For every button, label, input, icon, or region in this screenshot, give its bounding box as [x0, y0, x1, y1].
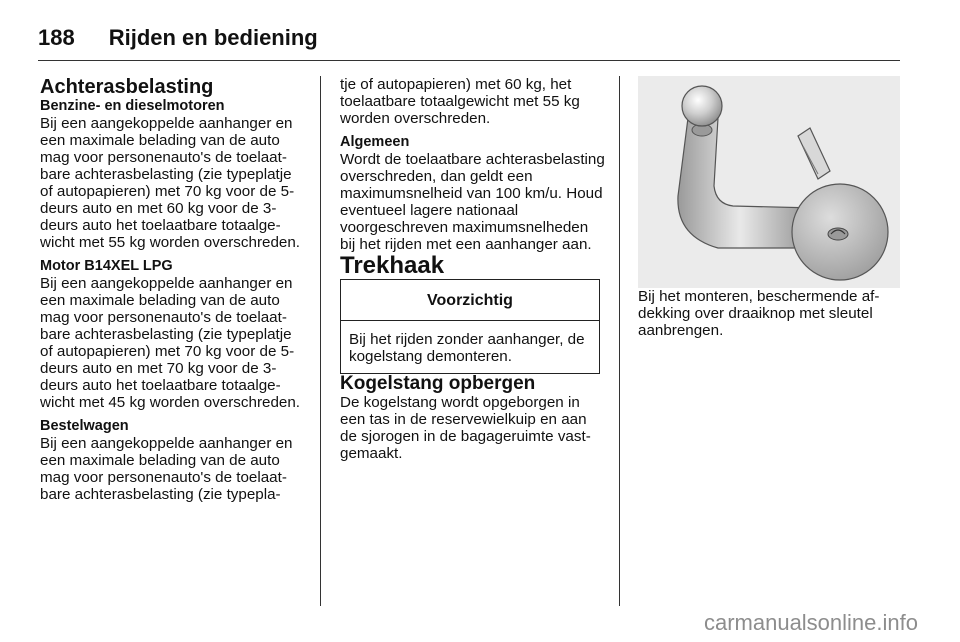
paragraph-store-towbar: De kogelstang wordt opgeborgen in een tas in de reservewielkuip en aan de sjorogen in de bagageruimte vastgemaakt. [340, 394, 591, 462]
heading-towbar: Trekhaak [340, 252, 445, 279]
towbar-illustration [638, 76, 900, 288]
paragraph-petrol-diesel: Bij een aangekoppelde aanhanger en een maximale belading van de auto mag voor personenauto's de toelaatbare achterasbelasting (zie typeplatje of autopapieren) met 70 kg voor de 5-deurs auto en met 60 kg voor de 3-deurs auto het toelaatbare totaalgewicht met 55 kg worden overschreden. [40, 115, 301, 251]
caution-text: Bij het rijden zonder aanhanger, de kogelstang demonteren. [349, 331, 585, 365]
paragraph-lpg: Bij een aangekoppelde aanhanger en een maximale belading van de auto mag voor personenauto's de toelaatbare achterasbelasting (zie typeplatje of autopapieren) met 70 kg voor de 5-deurs auto en met 70 kg voor de 3-deurs auto het toelaatbare totaalgewicht met 45 kg worden overschreden. [40, 275, 301, 411]
subheading-lpg: Motor B14XEL LPG [40, 258, 173, 274]
heading-store-towbar: Kogelstang opbergen [340, 373, 536, 394]
page-header [38, 18, 900, 58]
column-1 [40, 76, 305, 503]
section-title: Achterasbelasting [40, 76, 214, 98]
subheading-general: Algemeen [340, 134, 410, 150]
paragraph-general: Wordt de toelaatbare achterasbelasting overschreden, dan geldt een maximumsnelheid van 100 km/u. Houd eventueel lagere nationaal voorgeschreven maximumsnelheden bij het rijden met een aanhanger aan. [340, 151, 605, 253]
column-divider-2 [619, 76, 620, 606]
column-3 [638, 76, 902, 339]
chapter-title: Rijden en bediening [108, 25, 318, 50]
paragraph-van: Bij een aangekoppelde aanhanger en een maximale belading van de auto mag voor personenauto's de toelaatbare achterasbelasting (zie typepla- [40, 435, 293, 503]
watermark: carmanualsonline.info [703, 610, 918, 635]
column-divider-1 [320, 76, 321, 606]
page-number: 188 [38, 25, 75, 50]
caution-box [340, 279, 600, 374]
paragraph-continued: tje of autopapieren) met 60 kg, het toelaatbare totaalgewicht met 55 kg worden overschreden. [340, 76, 580, 127]
subheading-van: Bestelwagen [40, 418, 129, 434]
header-divider [38, 60, 900, 61]
column-2 [340, 76, 606, 462]
subheading-petrol-diesel: Benzine- en dieselmotoren [40, 98, 225, 114]
illustration-caption: Bij het monteren, beschermende afdekking over draaiknop met sleutel aanbrengen. [638, 288, 880, 339]
caution-title: Voorzichtig [341, 280, 599, 321]
tow-ball-icon [638, 76, 900, 288]
